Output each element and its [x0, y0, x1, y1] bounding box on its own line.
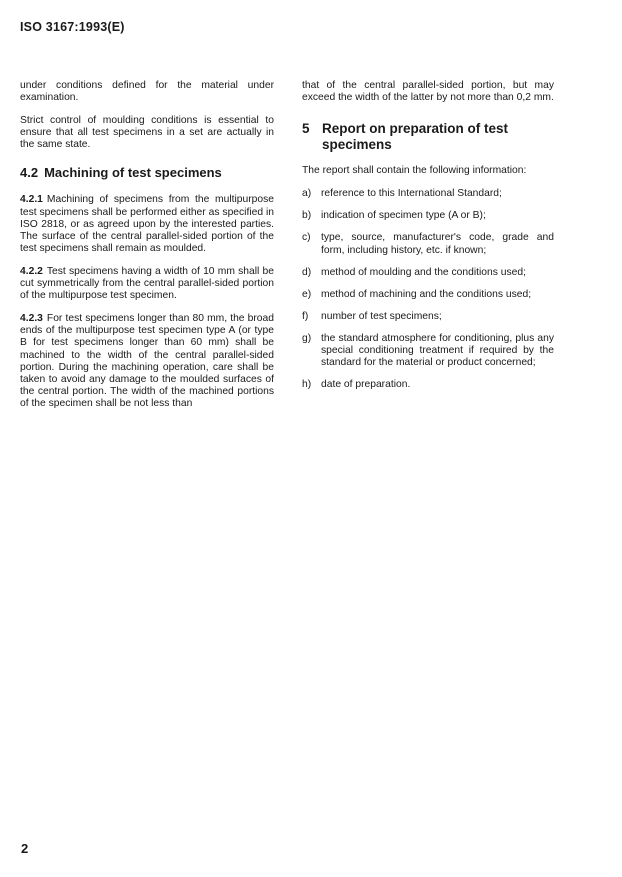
clause-number: 4.2.1 [20, 194, 43, 206]
list-marker: b) [302, 210, 312, 222]
page-number: 2 [21, 841, 29, 856]
list-item-text: the standard atmosphere for conditioning, plus any special conditioning treatment if required by the standard for the material or product concerned; [321, 332, 554, 369]
list-item-text: indication of specimen type (A or B); [321, 210, 486, 222]
section-heading-4-2 [20, 165, 274, 180]
list-marker: e) [302, 288, 312, 300]
list-item-text: method of moulding and the conditions used; [321, 266, 526, 278]
section-title: Machining of test specimens [44, 165, 222, 181]
clause-text: Test specimens having a width of 10 mm shall be cut symmetrically from the central parallel-sided portion of the multipurpose test specimen. [20, 265, 274, 302]
list-marker: h) [302, 379, 312, 391]
clause-text: Machining of specimens from the multipurpose test specimens shall be performed either as specified in ISO 2818, or as agreed upon by the interested parties. The surface of the central parallel-sided portion of the test specimens shall remain as moulded. [20, 194, 274, 254]
list-item-text: date of preparation. [321, 379, 411, 391]
list-item [302, 333, 554, 369]
section-number: 4.2 [20, 165, 39, 181]
left-column [20, 80, 274, 421]
clause-number: 4.2.2 [20, 265, 43, 277]
list-marker: c) [302, 232, 311, 244]
list-marker: d) [302, 266, 312, 278]
list-item [302, 210, 554, 222]
clause-4-2-3 [20, 313, 274, 410]
clause-text: For test specimens longer than 80 mm, the broad ends of the multipurpose test specimen type A (or type B for test specimens longer than 60 mm) shall be machined to the width of the central parallel-sided portion. During the machining operation, care shall be taken to avoid any damage to the moulded surfaces of the central portion. The width of the machined portions of the specimen shall be not less than [20, 313, 274, 409]
section-title: Report on preparation of test specimens [322, 121, 509, 153]
list-item [302, 232, 554, 256]
list-marker: a) [302, 188, 312, 200]
paragraph-continuation: under conditions defined for the material under examination. [20, 80, 274, 104]
section-heading-5 [302, 121, 554, 153]
list-item-text: method of machining and the conditions used; [321, 288, 532, 300]
clause-4-2-1 [20, 194, 274, 254]
paragraph-continuation: that of the central parallel-sided portion, but may exceed the width of the latter by not more than 0,2 mm. [302, 80, 554, 104]
list-item-text: number of test specimens; [321, 310, 442, 322]
right-column [302, 80, 554, 401]
list-item [302, 188, 554, 200]
list-item [302, 379, 554, 391]
report-intro: The report shall contain the following information: [302, 165, 527, 177]
list-item [302, 311, 554, 323]
list-item [302, 267, 554, 279]
list-marker: f) [302, 310, 309, 322]
list-marker: g) [302, 332, 312, 344]
section-number: 5 [302, 121, 310, 137]
paragraph-moulding-control: Strict control of moulding conditions is essential to ensure that all test specimens in a set are actually in the same state. [20, 115, 274, 151]
clause-number: 4.2.3 [20, 313, 43, 325]
list-item-text: type, source, manufacturer's code, grade and form, including history, etc. if known; [321, 232, 554, 256]
report-items-list [302, 188, 554, 391]
clause-4-2-2 [20, 266, 274, 302]
document-header: ISO 3167:1993(E) [20, 20, 125, 34]
list-item [302, 289, 554, 301]
list-item-text: reference to this International Standard; [321, 188, 502, 200]
